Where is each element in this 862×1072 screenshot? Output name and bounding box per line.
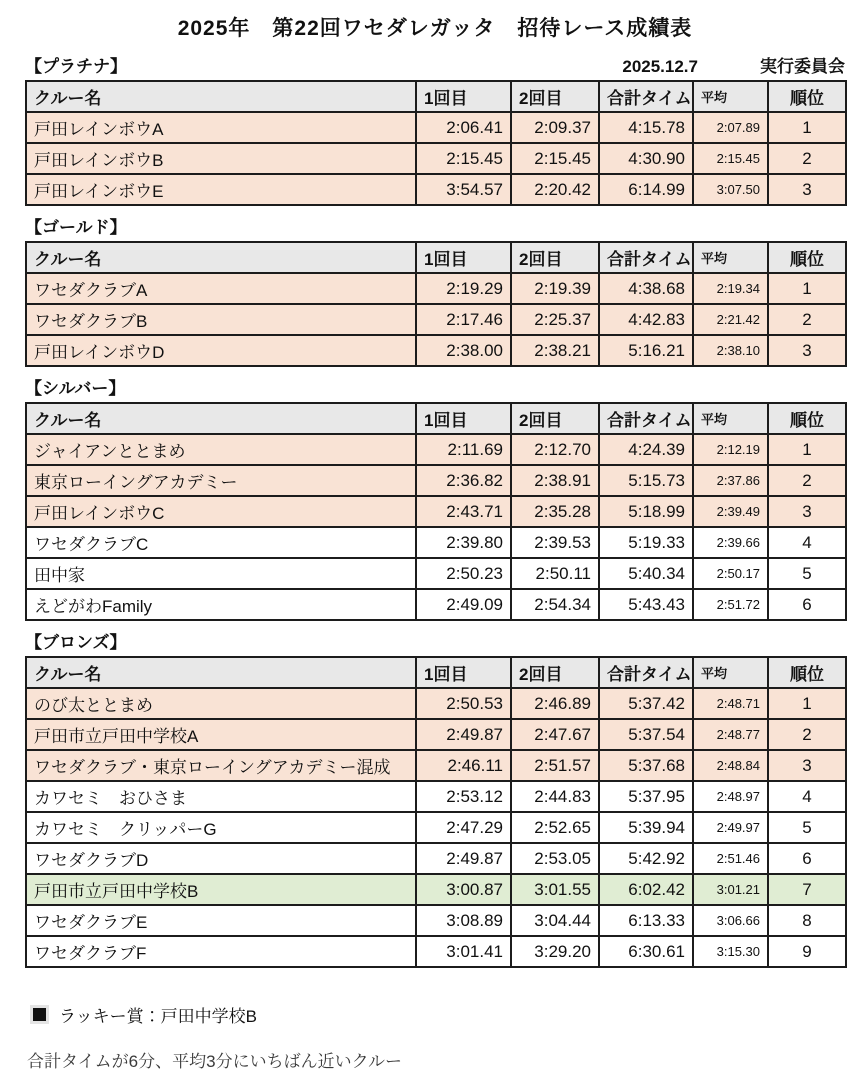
cell-crew-name: ワセダクラブD [26, 843, 416, 874]
col-header-average: 平均 [693, 242, 768, 273]
cell-total-time: 6:30.61 [599, 936, 693, 967]
section-label: 【ブロンズ】 [25, 633, 127, 652]
cell-round1-time: 2:53.12 [416, 781, 511, 812]
cell-round1-time: 2:17.46 [416, 304, 511, 335]
cell-crew-name: 田中家 [26, 558, 416, 589]
table-body [26, 434, 846, 620]
cell-round2-time: 2:38.21 [511, 335, 599, 366]
cell-round1-time: 2:11.69 [416, 434, 511, 465]
cell-crew-name: ワセダクラブB [26, 304, 416, 335]
cell-round2-time: 2:35.28 [511, 496, 599, 527]
cell-crew-name: 東京ローイングアカデミー [26, 465, 416, 496]
cell-total-time: 5:40.34 [599, 558, 693, 589]
section-head [25, 628, 845, 653]
cell-round2-time: 3:29.20 [511, 936, 599, 967]
cell-crew-name: 戸田レインボウB [26, 143, 416, 174]
results-table [25, 80, 847, 206]
result-section [25, 628, 845, 968]
header-row [26, 242, 846, 273]
table-row [26, 143, 846, 174]
cell-round1-time: 2:47.29 [416, 812, 511, 843]
cell-average-time: 2:15.45 [693, 143, 768, 174]
black-square-bullet-icon [30, 1005, 49, 1024]
col-header-crew: クルー名 [26, 242, 416, 273]
cell-round2-time: 2:15.45 [511, 143, 599, 174]
cell-round2-time: 2:54.34 [511, 589, 599, 620]
event-date: 2025.12.7 [622, 57, 698, 76]
cell-crew-name: ワセダクラブC [26, 527, 416, 558]
cell-crew-name: のび太ととまめ [26, 688, 416, 719]
table-row [26, 936, 846, 967]
table-row [26, 558, 846, 589]
cell-round1-time: 2:46.11 [416, 750, 511, 781]
cell-average-time: 3:06.66 [693, 905, 768, 936]
col-header-round1: 1回目 [416, 657, 511, 688]
col-header-crew: クルー名 [26, 657, 416, 688]
col-header-round2: 2回目 [511, 81, 599, 112]
cell-crew-name: カワセミ クリッパーG [26, 812, 416, 843]
cell-rank: 1 [768, 273, 846, 304]
section-label: 【プラチナ】 [25, 57, 127, 76]
cell-round1-time: 2:36.82 [416, 465, 511, 496]
cell-rank: 1 [768, 688, 846, 719]
cell-crew-name: 戸田レインボウA [26, 112, 416, 143]
col-header-average: 平均 [693, 657, 768, 688]
cell-total-time: 4:38.68 [599, 273, 693, 304]
cell-average-time: 2:49.97 [693, 812, 768, 843]
cell-rank: 1 [768, 112, 846, 143]
table-row [26, 874, 846, 905]
col-header-rank: 順位 [768, 242, 846, 273]
cell-rank: 7 [768, 874, 846, 905]
cell-rank: 9 [768, 936, 846, 967]
cell-rank: 6 [768, 589, 846, 620]
table-body [26, 112, 846, 205]
cell-crew-name: カワセミ おひさま [26, 781, 416, 812]
table-row [26, 719, 846, 750]
cell-crew-name: 戸田レインボウE [26, 174, 416, 205]
cell-average-time: 2:48.97 [693, 781, 768, 812]
section-head [25, 374, 845, 399]
results-table [25, 656, 847, 968]
cell-round1-time: 2:38.00 [416, 335, 511, 366]
cell-crew-name: 戸田市立戸田中学校A [26, 719, 416, 750]
cell-rank: 5 [768, 558, 846, 589]
cell-round2-time: 2:51.57 [511, 750, 599, 781]
cell-crew-name: 戸田市立戸田中学校B [26, 874, 416, 905]
header-row [26, 403, 846, 434]
cell-round2-time: 3:04.44 [511, 905, 599, 936]
cell-rank: 4 [768, 781, 846, 812]
cell-total-time: 5:18.99 [599, 496, 693, 527]
table-row [26, 112, 846, 143]
section-label: 【シルバー】 [25, 379, 126, 398]
cell-average-time: 3:01.21 [693, 874, 768, 905]
cell-round1-time: 2:43.71 [416, 496, 511, 527]
header-row [26, 657, 846, 688]
cell-average-time: 3:07.50 [693, 174, 768, 205]
cell-round2-time: 2:38.91 [511, 465, 599, 496]
col-header-round1: 1回目 [416, 403, 511, 434]
cell-round1-time: 2:19.29 [416, 273, 511, 304]
cell-total-time: 5:43.43 [599, 589, 693, 620]
col-header-crew: クルー名 [26, 81, 416, 112]
col-header-total: 合計タイム [599, 81, 693, 112]
footer [25, 1002, 845, 1072]
cell-average-time: 2:51.46 [693, 843, 768, 874]
cell-total-time: 4:30.90 [599, 143, 693, 174]
committee-label: 実行委員会 [760, 57, 845, 76]
table-body [26, 688, 846, 967]
result-section [25, 213, 845, 367]
cell-crew-name: ワセダクラブE [26, 905, 416, 936]
cell-round1-time: 2:50.53 [416, 688, 511, 719]
cell-average-time: 2:38.10 [693, 335, 768, 366]
cell-crew-name: えどがわFamily [26, 589, 416, 620]
cell-total-time: 6:13.33 [599, 905, 693, 936]
cell-round2-time: 2:47.67 [511, 719, 599, 750]
table-row [26, 335, 846, 366]
col-header-total: 合計タイム [599, 242, 693, 273]
result-section [25, 52, 845, 206]
result-section [25, 374, 845, 621]
cell-crew-name: 戸田レインボウD [26, 335, 416, 366]
cell-round1-time: 2:06.41 [416, 112, 511, 143]
cell-round1-time: 2:39.80 [416, 527, 511, 558]
col-header-round1: 1回目 [416, 81, 511, 112]
col-header-average: 平均 [693, 81, 768, 112]
cell-average-time: 2:50.17 [693, 558, 768, 589]
table-row [26, 589, 846, 620]
cell-round1-time: 3:54.57 [416, 174, 511, 205]
cell-total-time: 5:16.21 [599, 335, 693, 366]
cell-rank: 5 [768, 812, 846, 843]
cell-round2-time: 2:09.37 [511, 112, 599, 143]
col-header-round1: 1回目 [416, 242, 511, 273]
lucky-prize-label: ラッキー賞：戸田中学校B [59, 1007, 257, 1026]
cell-round2-time: 3:01.55 [511, 874, 599, 905]
cell-average-time: 2:12.19 [693, 434, 768, 465]
cell-round2-time: 2:46.89 [511, 688, 599, 719]
table-row [26, 781, 846, 812]
cell-crew-name: ワセダクラブF [26, 936, 416, 967]
results-table [25, 402, 847, 621]
cell-rank: 3 [768, 174, 846, 205]
col-header-average: 平均 [693, 403, 768, 434]
cell-round2-time: 2:12.70 [511, 434, 599, 465]
cell-rank: 2 [768, 143, 846, 174]
table-row [26, 304, 846, 335]
table-row [26, 434, 846, 465]
cell-rank: 3 [768, 335, 846, 366]
cell-total-time: 4:15.78 [599, 112, 693, 143]
table-row [26, 527, 846, 558]
lucky-prize-note: 合計タイムが6分、平均3分にいちばん近いクルー [27, 1052, 403, 1071]
cell-round2-time: 2:19.39 [511, 273, 599, 304]
cell-average-time: 2:37.86 [693, 465, 768, 496]
cell-round2-time: 2:52.65 [511, 812, 599, 843]
cell-total-time: 5:37.42 [599, 688, 693, 719]
table-row [26, 843, 846, 874]
cell-rank: 1 [768, 434, 846, 465]
col-header-total: 合計タイム [599, 657, 693, 688]
col-header-rank: 順位 [768, 81, 846, 112]
cell-rank: 2 [768, 304, 846, 335]
cell-average-time: 3:15.30 [693, 936, 768, 967]
cell-crew-name: 戸田レインボウC [26, 496, 416, 527]
table-row [26, 465, 846, 496]
cell-round1-time: 3:01.41 [416, 936, 511, 967]
cell-round1-time: 2:49.87 [416, 843, 511, 874]
cell-average-time: 2:51.72 [693, 589, 768, 620]
cell-average-time: 2:39.66 [693, 527, 768, 558]
table-body [26, 273, 846, 366]
cell-average-time: 2:39.49 [693, 496, 768, 527]
section-head [25, 52, 845, 77]
cell-total-time: 4:24.39 [599, 434, 693, 465]
cell-total-time: 5:37.54 [599, 719, 693, 750]
cell-round2-time: 2:25.37 [511, 304, 599, 335]
cell-rank: 4 [768, 527, 846, 558]
cell-total-time: 5:37.68 [599, 750, 693, 781]
cell-round2-time: 2:20.42 [511, 174, 599, 205]
table-row [26, 273, 846, 304]
cell-round2-time: 2:53.05 [511, 843, 599, 874]
cell-round1-time: 2:49.87 [416, 719, 511, 750]
cell-round1-time: 3:00.87 [416, 874, 511, 905]
cell-average-time: 2:07.89 [693, 112, 768, 143]
cell-average-time: 2:48.84 [693, 750, 768, 781]
cell-rank: 3 [768, 750, 846, 781]
cell-total-time: 5:15.73 [599, 465, 693, 496]
sections-container [25, 52, 845, 968]
cell-round1-time: 3:08.89 [416, 905, 511, 936]
cell-total-time: 5:42.92 [599, 843, 693, 874]
col-header-crew: クルー名 [26, 403, 416, 434]
col-header-round2: 2回目 [511, 403, 599, 434]
table-row [26, 750, 846, 781]
header-row [26, 81, 846, 112]
cell-crew-name: ワセダクラブA [26, 273, 416, 304]
cell-average-time: 2:21.42 [693, 304, 768, 335]
table-row [26, 905, 846, 936]
cell-round1-time: 2:49.09 [416, 589, 511, 620]
cell-total-time: 5:19.33 [599, 527, 693, 558]
cell-total-time: 4:42.83 [599, 304, 693, 335]
cell-rank: 8 [768, 905, 846, 936]
cell-rank: 6 [768, 843, 846, 874]
page-title: 2025年 第22回ワセダレガッタ 招待レース成績表 [177, 17, 693, 40]
cell-rank: 3 [768, 496, 846, 527]
table-row [26, 812, 846, 843]
cell-average-time: 2:48.77 [693, 719, 768, 750]
cell-total-time: 6:14.99 [599, 174, 693, 205]
cell-total-time: 5:37.95 [599, 781, 693, 812]
cell-round2-time: 2:44.83 [511, 781, 599, 812]
cell-average-time: 2:48.71 [693, 688, 768, 719]
table-row [26, 174, 846, 205]
results-table [25, 241, 847, 367]
cell-crew-name: ジャイアンととまめ [26, 434, 416, 465]
col-header-rank: 順位 [768, 657, 846, 688]
cell-average-time: 2:19.34 [693, 273, 768, 304]
cell-round2-time: 2:39.53 [511, 527, 599, 558]
sheet-meta [622, 52, 845, 77]
cell-rank: 2 [768, 719, 846, 750]
table-row [26, 496, 846, 527]
cell-total-time: 6:02.42 [599, 874, 693, 905]
cell-crew-name: ワセダクラブ・東京ローイングアカデミー混成 [26, 750, 416, 781]
section-label: 【ゴールド】 [25, 218, 127, 237]
cell-round2-time: 2:50.11 [511, 558, 599, 589]
lucky-prize-line [30, 1002, 845, 1027]
col-header-rank: 順位 [768, 403, 846, 434]
section-head [25, 213, 845, 238]
col-header-round2: 2回目 [511, 657, 599, 688]
col-header-round2: 2回目 [511, 242, 599, 273]
table-row [26, 688, 846, 719]
cell-round1-time: 2:50.23 [416, 558, 511, 589]
cell-round1-time: 2:15.45 [416, 143, 511, 174]
col-header-total: 合計タイム [599, 403, 693, 434]
cell-total-time: 5:39.94 [599, 812, 693, 843]
cell-rank: 2 [768, 465, 846, 496]
